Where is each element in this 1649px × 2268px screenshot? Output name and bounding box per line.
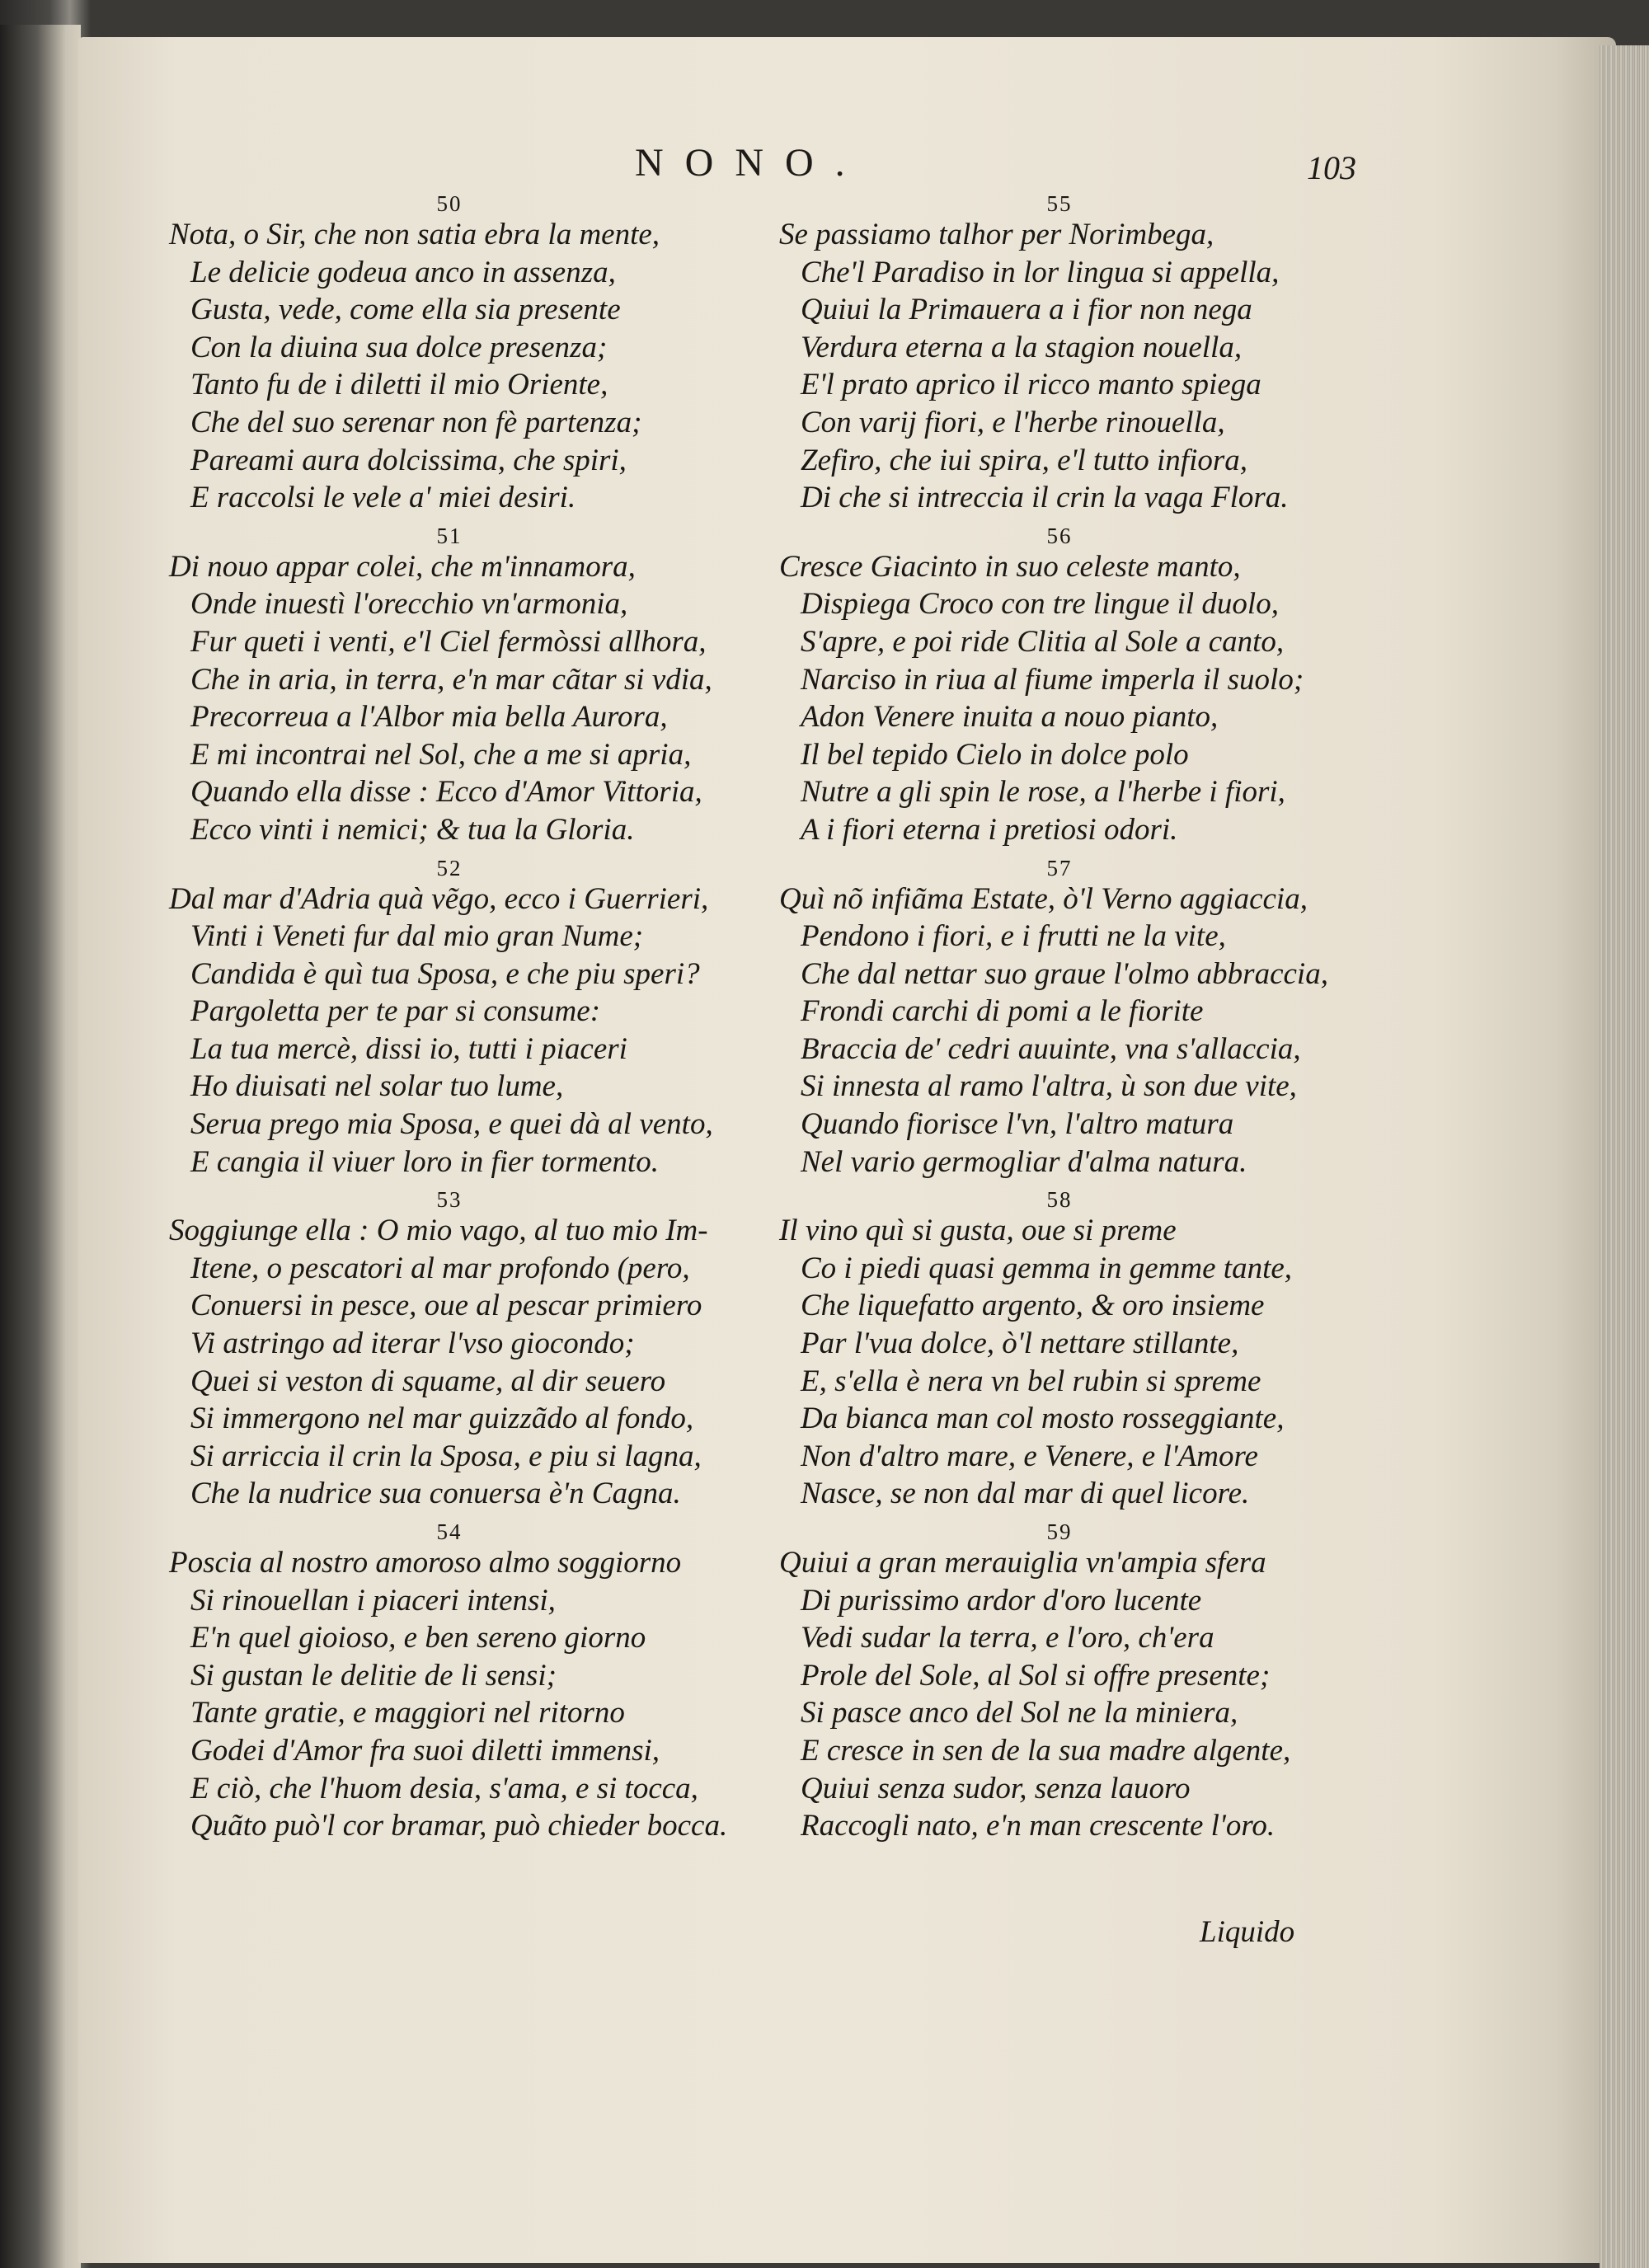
verse-line: Onde inuestì l'orecchio vn'armonia, [190, 587, 628, 622]
verse-line: Il bel tepido Cielo in dolce polo [801, 737, 1189, 772]
running-head: NONO. [635, 141, 867, 185]
right-column [779, 191, 1389, 1852]
verse-line: Se passiamo talhor per Norimbega, [779, 218, 1214, 251]
verse-line: Pendono i fiori, e i frutti ne la vite, [801, 919, 1226, 954]
verse-line: Ho diuisati nel solar tuo lume, [190, 1069, 564, 1104]
verse-line: Con varij fiori, e l'herbe rinouella, [801, 405, 1225, 439]
verse-line: Conuersi in pesce, oue al pescar primiero [190, 1289, 702, 1323]
verse-line: Che del suo serenar non fè partenza; [190, 405, 642, 439]
stanza-number: 54 [436, 1519, 463, 1544]
verse-line: Che liquefatto argento, & oro insieme [801, 1289, 1265, 1323]
stanza [779, 1519, 1389, 1845]
verse-line: Si arriccia il crin la Sposa, e piu si lagna, [190, 1439, 702, 1473]
stanza-number: 53 [436, 1187, 463, 1213]
verse-line: Si pasce anco del Sol ne la miniera, [801, 1696, 1238, 1730]
verse-line: Nel vario germogliar d'alma natura. [801, 1144, 1247, 1179]
verse-line: Si innesta al ramo l'altra, ù son due vite, [801, 1069, 1297, 1104]
stanza-number: 57 [1046, 855, 1073, 880]
verse-line: Adon Venere inuita a nouo pianto, [801, 700, 1219, 735]
verse-line: E'l prato aprico il ricco manto spiega [801, 368, 1261, 402]
stanza-number: 56 [1046, 523, 1073, 548]
stanza-number: 51 [436, 523, 463, 548]
verse-line: Da bianca man col mosto rosseggiante, [801, 1402, 1285, 1436]
book-gutter [0, 25, 81, 2268]
verse-line: Dal mar d'Adria quà vẽgo, ecco i Guerrieri, [169, 881, 709, 916]
verse-line: Che la nudrice sua conuersa è'n Cagna. [190, 1477, 681, 1511]
stanza [169, 524, 779, 849]
verse-line: E mi incontrai nel Sol, che a me si apria, [190, 737, 692, 772]
verse-line: Zefiro, che iui spira, e'l tutto infiora, [801, 443, 1248, 477]
verse-line: Quei si veston di squame, al dir seuero [190, 1364, 666, 1398]
left-column [169, 191, 779, 1852]
verse-line: Fur queti i venti, e'l Ciel fermòssi allhora, [190, 624, 707, 659]
verse-line: Vedi sudar la terra, e l'oro, ch'era [801, 1621, 1214, 1655]
verse-line: Che in aria, in terra, e'n mar cãtar si vdia, [190, 662, 712, 697]
stanza [779, 524, 1389, 849]
verse-line: Si immergono nel mar guizzãdo al fondo, [190, 1402, 694, 1436]
verse-line: E raccolsi le vele a' miei desiri. [190, 481, 576, 515]
verse-line: Par l'vua dolce, ò'l nettare stillante, [801, 1327, 1239, 1361]
verse-line: Dispiega Croco con tre lingue il duolo, [801, 587, 1279, 622]
verse-line: Poscia al nostro amoroso almo soggiorno [169, 1546, 682, 1580]
verse-line: Si gustan le delitie de li sensi; [190, 1658, 557, 1693]
verse-line: Di che si intreccia il crin la vaga Flora. [801, 481, 1289, 515]
verse-line: Che dal nettar suo graue l'olmo abbraccia, [801, 956, 1328, 991]
verse-line: Ecco vinti i nemici; & tua la Gloria. [190, 812, 635, 847]
verse-line: E ciò, che l'huom desia, s'ama, e si tocca, [190, 1771, 698, 1805]
stanza [169, 191, 779, 517]
verse-line: Cresce Giacinto in suo celeste manto, [779, 549, 1241, 584]
verse-line: Raccogli nato, e'n man crescente l'oro. [801, 1809, 1276, 1843]
verse-line: La tua mercè, dissi io, tutti i piaceri [190, 1031, 627, 1066]
verse-line: Co i piedi quasi gemma in gemme tante, [801, 1251, 1293, 1285]
verse-line: Narciso in riua al fiume imperla il suolo; [801, 662, 1304, 697]
verse-line: Quãto può'l cor bramar, può chieder bocca. [190, 1809, 728, 1843]
verse-line: Quì nõ infiãma Estate, ò'l Verno aggiaccia, [779, 881, 1308, 916]
page-edges [1600, 45, 1649, 2268]
verse-line: Quando fiorisce l'vn, l'altro matura [801, 1107, 1234, 1142]
catchword: Liquido [1200, 1915, 1295, 1949]
stanza [779, 1187, 1389, 1513]
verse-line: Di nouo appar colei, che m'innamora, [169, 549, 636, 584]
verse-line: Con la diuina sua dolce presenza; [190, 330, 608, 364]
verse-line: Quando ella disse : Ecco d'Amor Vittoria, [190, 775, 702, 810]
verse-line: Non d'altro mare, e Venere, e l'Amore [801, 1439, 1258, 1473]
stanza-number: 59 [1046, 1519, 1073, 1544]
verse-line: Precorreua a l'Albor mia bella Aurora, [190, 700, 668, 735]
page-header [0, 140, 1649, 198]
verse-line: Soggiunge ella : O mio vago, al tuo mio Im- [169, 1214, 708, 1248]
verse-line: E cangia il viuer loro in fier tormento. [190, 1144, 659, 1179]
verse-line: Il vino quì si gusta, oue si preme [779, 1214, 1177, 1248]
verse-line: Nota, o Sir, che non satia ebra la mente, [169, 218, 660, 251]
stanza-number: 55 [1046, 191, 1073, 216]
stanza-number: 50 [436, 191, 463, 216]
verse-line: Le delicie godeua anco in assenza, [190, 255, 616, 289]
verse-line: Nutre a gli spin le rose, a l'herbe i fiori, [801, 775, 1285, 810]
verse-line: Tanto fu de i diletti il mio Oriente, [190, 368, 608, 402]
verse-line: E'n quel gioioso, e ben sereno giorno [190, 1621, 646, 1655]
folio-number: 103 [1307, 149, 1356, 186]
verse-line: Vinti i Veneti fur dal mio gran Nume; [190, 919, 644, 954]
verse-line: Quiui senza sudor, senza lauoro [801, 1771, 1191, 1805]
stanza-number: 52 [436, 855, 463, 880]
stanza [169, 1187, 779, 1513]
verse-line: Verdura eterna a la stagion nouella, [801, 330, 1243, 364]
stanza-number: 58 [1046, 1187, 1073, 1213]
verse-line: Candida è quì tua Sposa, e che piu speri? [190, 956, 700, 991]
verse-line: Che'l Paradiso in lor lingua si appella, [801, 255, 1280, 289]
verse-line: Tante gratie, e maggiori nel ritorno [190, 1696, 625, 1730]
verse-line: E cresce in sen de la sua madre algente, [801, 1733, 1291, 1768]
verse-line: Quiui a gran merauiglia vn'ampia sfera [779, 1546, 1266, 1580]
verse-line: Pareami aura dolcissima, che spiri, [190, 443, 627, 477]
stanza [779, 191, 1389, 517]
verse-line: E, s'ella è nera vn bel rubin si spreme [801, 1364, 1261, 1398]
verse-line: Vi astringo ad iterar l'vso giocondo; [190, 1327, 635, 1361]
stanza [169, 856, 779, 1181]
verse-line: Prole del Sole, al Sol si offre presente; [801, 1658, 1271, 1693]
verse-line: Serua prego mia Sposa, e quei dà al vento, [190, 1107, 713, 1142]
verse-line: Itene, o pescatori al mar profondo (pero, [190, 1251, 690, 1285]
stanza [779, 856, 1389, 1181]
verse-line: S'apre, e poi ride Clitia al Sole a canto, [801, 624, 1285, 659]
stanza [169, 1519, 779, 1845]
verse-line: Frondi carchi di pomi a le fiorite [801, 994, 1204, 1029]
verse-line: Si rinouellan i piaceri intensi, [190, 1583, 556, 1618]
verse-line: Braccia de' cedri auuinte, vna s'allaccia, [801, 1031, 1301, 1066]
verse-line: A i fiori eterna i pretiosi odori. [801, 812, 1178, 847]
verse-line: Pargoletta per te par si consume: [190, 994, 601, 1029]
verse-line: Nasce, se non dal mar di quel licore. [801, 1477, 1250, 1511]
verse-line: Godei d'Amor fra suoi diletti immensi, [190, 1733, 660, 1768]
verse-line: Quiui la Primauera a i fior non nega [801, 293, 1252, 327]
verse-line: Gusta, vede, come ella sia presente [190, 293, 621, 327]
verse-line: Di purissimo ardor d'oro lucente [801, 1583, 1202, 1618]
